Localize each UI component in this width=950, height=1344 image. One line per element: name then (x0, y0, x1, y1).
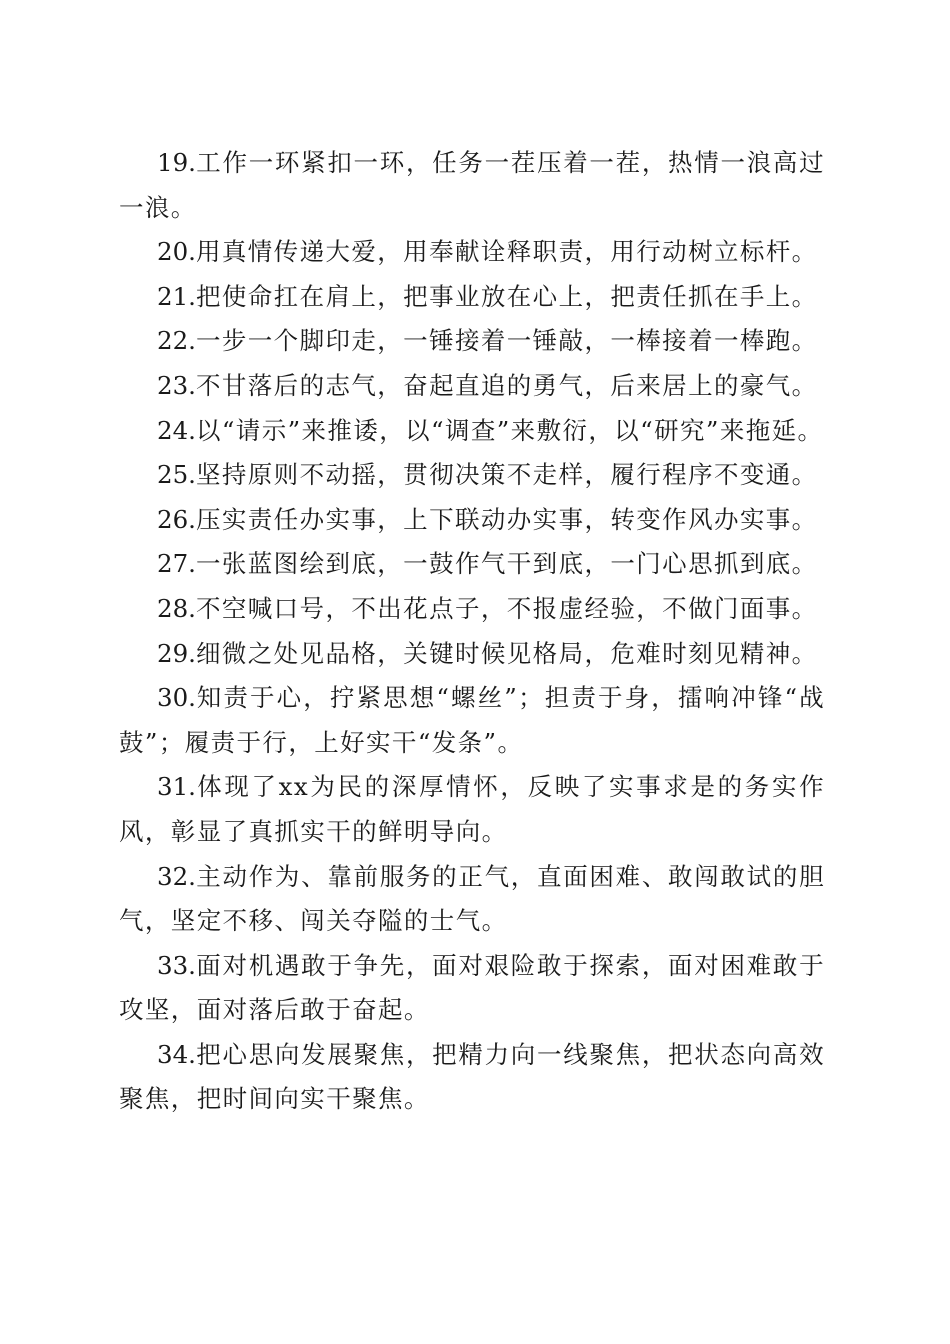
list-item (119, 498, 825, 543)
list-item (119, 230, 825, 275)
item-number: 25. (157, 460, 196, 490)
item-text: 工作一环紧扣一环，任务一茬压着一茬，热情一浪高过一浪。 (119, 148, 825, 222)
list-item (119, 855, 825, 944)
item-number: 33. (157, 950, 196, 980)
item-text: 不甘落后的志气，奋起直追的勇气，后来居上的豪气。 (195, 370, 818, 400)
item-text: 知责于心，拧紧思想“螺丝”；担责于身，擂响冲锋“战鼓”；履责于行，上好实干“发条”。 (119, 683, 825, 757)
item-text: 体现了xx为民的深厚情怀，反映了实事求是的务实作风，彰显了真抓实干的鲜明导向。 (119, 772, 825, 846)
item-number: 19. (157, 148, 196, 177)
item-number: 32. (157, 861, 196, 891)
item-number: 30. (157, 683, 196, 713)
item-number: 22. (157, 326, 196, 356)
item-number: 34. (157, 1039, 196, 1069)
item-text: 不空喊口号，不出花点子，不报虚经验，不做门面事。 (195, 593, 818, 623)
item-text: 面对机遇敢于争先，面对艰险敢于探索，面对困难敢于攻坚，面对落后敢于奋起。 (119, 950, 825, 1025)
list-item (119, 542, 825, 587)
item-text: 一步一个脚印走，一锤接着一锤敲，一棒接着一棒跑。 (195, 326, 818, 356)
list-item (119, 1033, 825, 1122)
list-item (119, 944, 825, 1033)
list-item (119, 765, 825, 854)
item-text: 压实责任办实事，上下联动办实事，转变作风办实事。 (195, 504, 818, 534)
item-number: 20. (157, 237, 196, 267)
item-text: 把心思向发展聚焦，把精力向一线聚焦，把状态向高效聚焦，把时间向实干聚焦。 (119, 1039, 825, 1114)
item-number: 27. (157, 549, 196, 579)
item-number: 23. (157, 370, 196, 400)
item-text: 以“请示”来推诿，以“调查”来敷衍，以“研究”来拖延。 (195, 415, 824, 445)
item-number: 29. (157, 638, 196, 668)
list-item (119, 587, 825, 632)
list-item (119, 364, 825, 409)
list-item (119, 409, 825, 454)
list-item (119, 141, 825, 230)
item-number: 24. (157, 415, 196, 445)
list-item (119, 632, 825, 677)
item-number: 31. (157, 772, 196, 802)
item-text: 用真情传递大爱，用奉献诠释职责，用行动树立标杆。 (195, 237, 818, 267)
item-number: 26. (157, 504, 196, 534)
list-item (119, 319, 825, 364)
item-number: 28. (157, 593, 196, 623)
item-text: 把使命扛在肩上，把事业放在心上，把责任抓在手上。 (195, 281, 818, 311)
item-text: 坚持原则不动摇，贯彻决策不走样，履行程序不变通。 (195, 460, 818, 490)
item-number: 21. (157, 281, 196, 311)
item-text: 一张蓝图绘到底，一鼓作气干到底，一门心思抓到底。 (195, 549, 818, 579)
item-text: 主动作为、靠前服务的正气，直面困难、敢闯敢试的胆气，坚定不移、闯关夺隘的士气。 (119, 861, 825, 936)
item-text: 细微之处见品格，关键时候见格局，危难时刻见精神。 (195, 638, 818, 668)
document-body (119, 141, 825, 1122)
list-item (119, 275, 825, 320)
list-item (119, 453, 825, 498)
list-item (119, 676, 825, 765)
